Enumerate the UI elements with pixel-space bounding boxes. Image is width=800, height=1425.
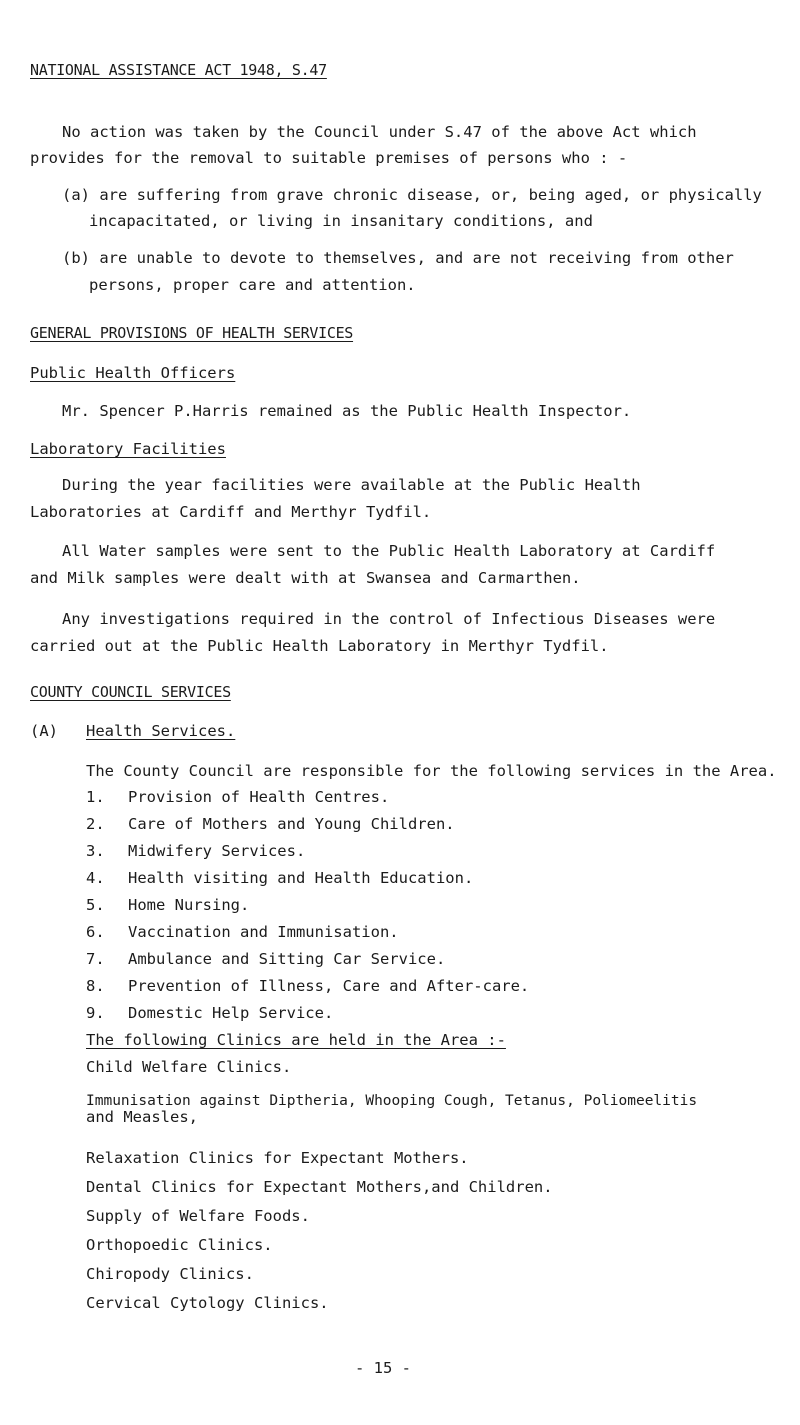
service-number: 2. bbox=[86, 815, 105, 833]
public-health-officers-heading: Public Health Officers bbox=[30, 364, 236, 382]
service-number: 1. bbox=[86, 788, 105, 806]
clinic-item: Orthopoedic Clinics. bbox=[86, 1236, 273, 1254]
service-number: 3. bbox=[86, 842, 105, 860]
lab-para-3-line-2: carried out at the Public Health Laboratory in Merthyr Tydfil. bbox=[30, 637, 609, 655]
clinic-item: Chiropody Clinics. bbox=[86, 1265, 254, 1283]
service-item: Home Nursing. bbox=[128, 896, 250, 914]
section-heading-national-assistance: NATIONAL ASSISTANCE ACT 1948, S.47 bbox=[30, 61, 327, 79]
clinic-item: Immunisation against Diptheria, Whooping Cough, Tetanus, Poliomeelitis bbox=[86, 1093, 698, 1109]
clinic-item: Dental Clinics for Expectant Mothers,and Children. bbox=[86, 1178, 553, 1196]
general-provisions-heading: GENERAL PROVISIONS OF HEALTH SERVICES bbox=[30, 324, 354, 342]
clinic-item: Cervical Cytology Clinics. bbox=[86, 1294, 329, 1312]
service-number: 6. bbox=[86, 923, 105, 941]
lab-para-1-line-1: During the year facilities were available at the Public Health bbox=[62, 476, 641, 494]
service-item: Ambulance and Sitting Car Service. bbox=[128, 950, 446, 968]
clinic-item: Supply of Welfare Foods. bbox=[86, 1207, 310, 1225]
service-item: Midwifery Services. bbox=[128, 842, 306, 860]
clinic-item: Relaxation Clinics for Expectant Mothers. bbox=[86, 1149, 469, 1167]
clinic-item: Child Welfare Clinics. bbox=[86, 1058, 292, 1076]
lab-para-1-line-2: Laboratories at Cardiff and Merthyr Tydfil. bbox=[30, 503, 432, 521]
lab-para-2-line-1: All Water samples were sent to the Public Health Laboratory at Cardiff bbox=[62, 542, 716, 560]
service-number: 8. bbox=[86, 977, 105, 995]
lab-para-2-line-2: and Milk samples were dealt with at Swansea and Carmarthen. bbox=[30, 569, 581, 587]
intro-line-2: provides for the removal to suitable premises of persons who : - bbox=[30, 149, 628, 167]
service-item: Provision of Health Centres. bbox=[128, 788, 390, 806]
clinic-item-continued: and Measles, bbox=[86, 1108, 198, 1126]
service-number: 7. bbox=[86, 950, 105, 968]
section-a-marker: (A) bbox=[30, 722, 58, 740]
lab-para-3-line-1: Any investigations required in the control of Infectious Diseases were bbox=[62, 610, 716, 628]
clause-a-line-1: (a) are suffering from grave chronic disease, or, being aged, or physically bbox=[62, 186, 762, 204]
public-health-officers-text: Mr. Spencer P.Harris remained as the Public Health Inspector. bbox=[62, 402, 632, 420]
service-item: Prevention of Illness, Care and After-care. bbox=[128, 977, 530, 995]
laboratory-facilities-heading: Laboratory Facilities bbox=[30, 440, 226, 458]
clause-b-line-1: (b) are unable to devote to themselves, and are not receiving from other bbox=[62, 249, 734, 267]
service-number: 4. bbox=[86, 869, 105, 887]
service-number: 9. bbox=[86, 1004, 105, 1022]
service-item: Domestic Help Service. bbox=[128, 1004, 334, 1022]
services-intro: The County Council are responsible for the following services in the Area. bbox=[86, 762, 777, 780]
service-number: 5. bbox=[86, 896, 105, 914]
health-services-heading: Health Services. bbox=[86, 722, 236, 740]
service-item: Health visiting and Health Education. bbox=[128, 869, 474, 887]
clause-a-line-2: incapacitated, or living in insanitary conditions, and bbox=[89, 212, 593, 230]
county-council-heading: COUNTY COUNCIL SERVICES bbox=[30, 683, 231, 701]
clinics-heading: The following Clinics are held in the Area :- bbox=[86, 1031, 506, 1049]
service-item: Care of Mothers and Young Children. bbox=[128, 815, 455, 833]
clause-b-line-2: persons, proper care and attention. bbox=[89, 276, 416, 294]
service-item: Vaccination and Immunisation. bbox=[128, 923, 399, 941]
intro-line-1: No action was taken by the Council under S.47 of the above Act which bbox=[62, 123, 697, 141]
page-number: - 15 - bbox=[355, 1359, 411, 1377]
